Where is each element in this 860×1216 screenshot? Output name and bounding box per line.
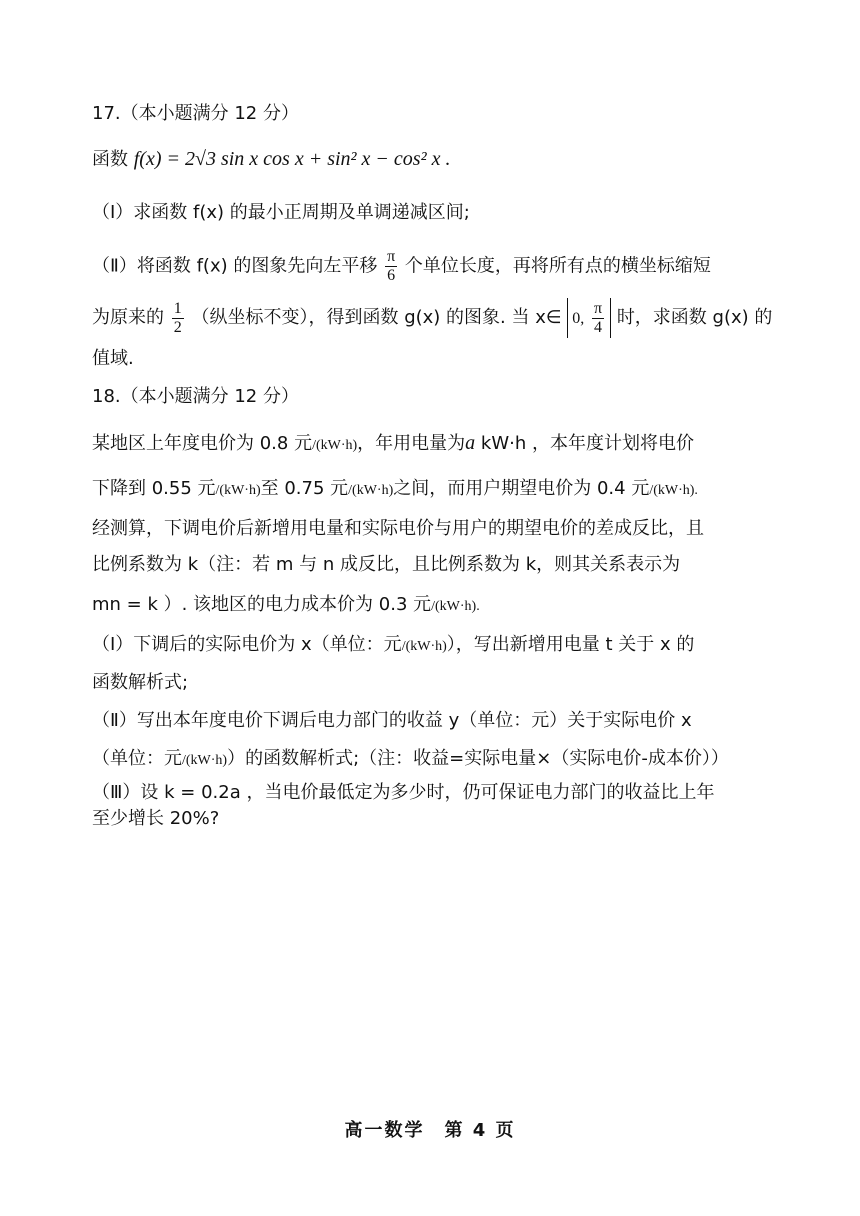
q18-part1-line2: 函数解析式; <box>92 672 189 693</box>
q18-part3-line1: （Ⅲ）设 k = 0.2a ，当电价最低定为多少时，仍可保证电力部门的收益比上年 <box>92 782 715 803</box>
q18-line3: 经测算，下调电价后新增用电量和实际电价与用户的期望电价的差成反比，且 <box>92 518 704 539</box>
q17-header: 17.（本小题满分 12 分） <box>92 103 299 124</box>
q17-part2-suffix: 个单位长度，再将所有点的横坐标缩短 <box>404 255 711 277</box>
q17-part2-prefix: （Ⅱ）将函数 f(x) 的图象先向左平移 <box>92 255 378 277</box>
variable-a: a <box>465 432 476 454</box>
q17-function-formula: f(x) = 2√3 sin x cos x + sin² x − cos² x . <box>133 148 451 170</box>
q18-line1-a: 某地区上年度电价为 0.8 元 <box>92 433 313 454</box>
unit-kwh: /(kW·h). <box>649 483 698 498</box>
q18-line5-a: mn = k ）. 该地区的电力成本价为 0.3 元 <box>92 594 432 615</box>
q18-header: 18.（本小题满分 12 分） <box>92 386 299 407</box>
q18-part2-line2 <box>92 746 729 774</box>
fraction-denominator: 4 <box>594 318 603 336</box>
q18-line2-c: 之间，而用户期望电价为 0.4 元 <box>393 478 650 499</box>
q17-part2-b-suffix: 时，求函数 g(x) 的 <box>616 307 773 328</box>
unit-kwh: /(kW·h) <box>312 438 358 453</box>
q18-line5 <box>92 592 480 620</box>
q18-part1-b: ），写出新增用电量 t 关于 x 的 <box>446 634 695 655</box>
interval-bracket <box>567 298 611 338</box>
fraction-numerator: 1 <box>173 299 182 317</box>
q18-line2-b: 至 0.75 元 <box>260 478 349 499</box>
q18-line1 <box>92 430 694 459</box>
q17-part2-b-mid: （纵坐标不变），得到函数 g(x) 的图象. 当 x∈ <box>191 307 562 328</box>
unit-kwh: /(kW·h). <box>431 599 480 614</box>
interval-left: 0, <box>572 310 585 327</box>
q17-part1: （Ⅰ）求函数 f(x) 的最小正周期及单调递减区间; <box>92 202 470 223</box>
q17-part2-line2 <box>92 298 772 338</box>
fraction-pi-over-6 <box>385 248 397 285</box>
unit-kwh: /(kW·h) <box>401 639 447 654</box>
q18-line1-b: ，年用电量为 <box>357 433 466 454</box>
q18-part1-line1 <box>92 632 694 660</box>
fraction-pi-over-4 <box>592 300 604 337</box>
q18-line2 <box>92 476 698 504</box>
q18-part2-pre: （单位：元 <box>92 748 182 769</box>
q17-part2-b-prefix: 为原来的 <box>92 307 164 328</box>
q18-part1-a: （Ⅰ）下调后的实际电价为 x（单位：元 <box>92 634 402 655</box>
q17-part2-line1 <box>92 248 711 285</box>
fraction-denominator: 2 <box>173 318 182 336</box>
q18-line4: 比例系数为 k（注：若 m 与 n 成反比，且比例系数为 k，则其关系表示为 <box>92 554 681 575</box>
unit-kwh: /(kW·h) <box>215 483 261 498</box>
q17-part2-line3: 值域. <box>92 348 134 369</box>
q17-stem <box>92 146 450 173</box>
fraction-numerator: π <box>387 248 396 265</box>
fraction-numerator: π <box>594 299 603 317</box>
unit-kwh: /(kW·h) <box>182 753 228 768</box>
fraction-denominator: 6 <box>387 267 396 284</box>
q17-stem-prefix: 函数 <box>92 149 128 170</box>
page-footer: 高一数学 第 4 页 <box>344 1120 516 1141</box>
fraction-one-half <box>172 300 184 337</box>
q18-part3-line2: 至少增长 20%? <box>92 808 220 829</box>
q18-line2-a: 下降到 0.55 元 <box>92 478 216 499</box>
q18-part2-line1: （Ⅱ）写出本年度电价下调后电力部门的收益 y（单位：元）关于实际电价 x <box>92 710 692 731</box>
unit-kwh: /(kW·h) <box>348 483 394 498</box>
q18-part2-post: ）的函数解析式;（注：收益=实际电量×（实际电价-成本价）） <box>227 748 729 769</box>
q18-line1-c: kW·h ，本年度计划将电价 <box>475 433 694 454</box>
